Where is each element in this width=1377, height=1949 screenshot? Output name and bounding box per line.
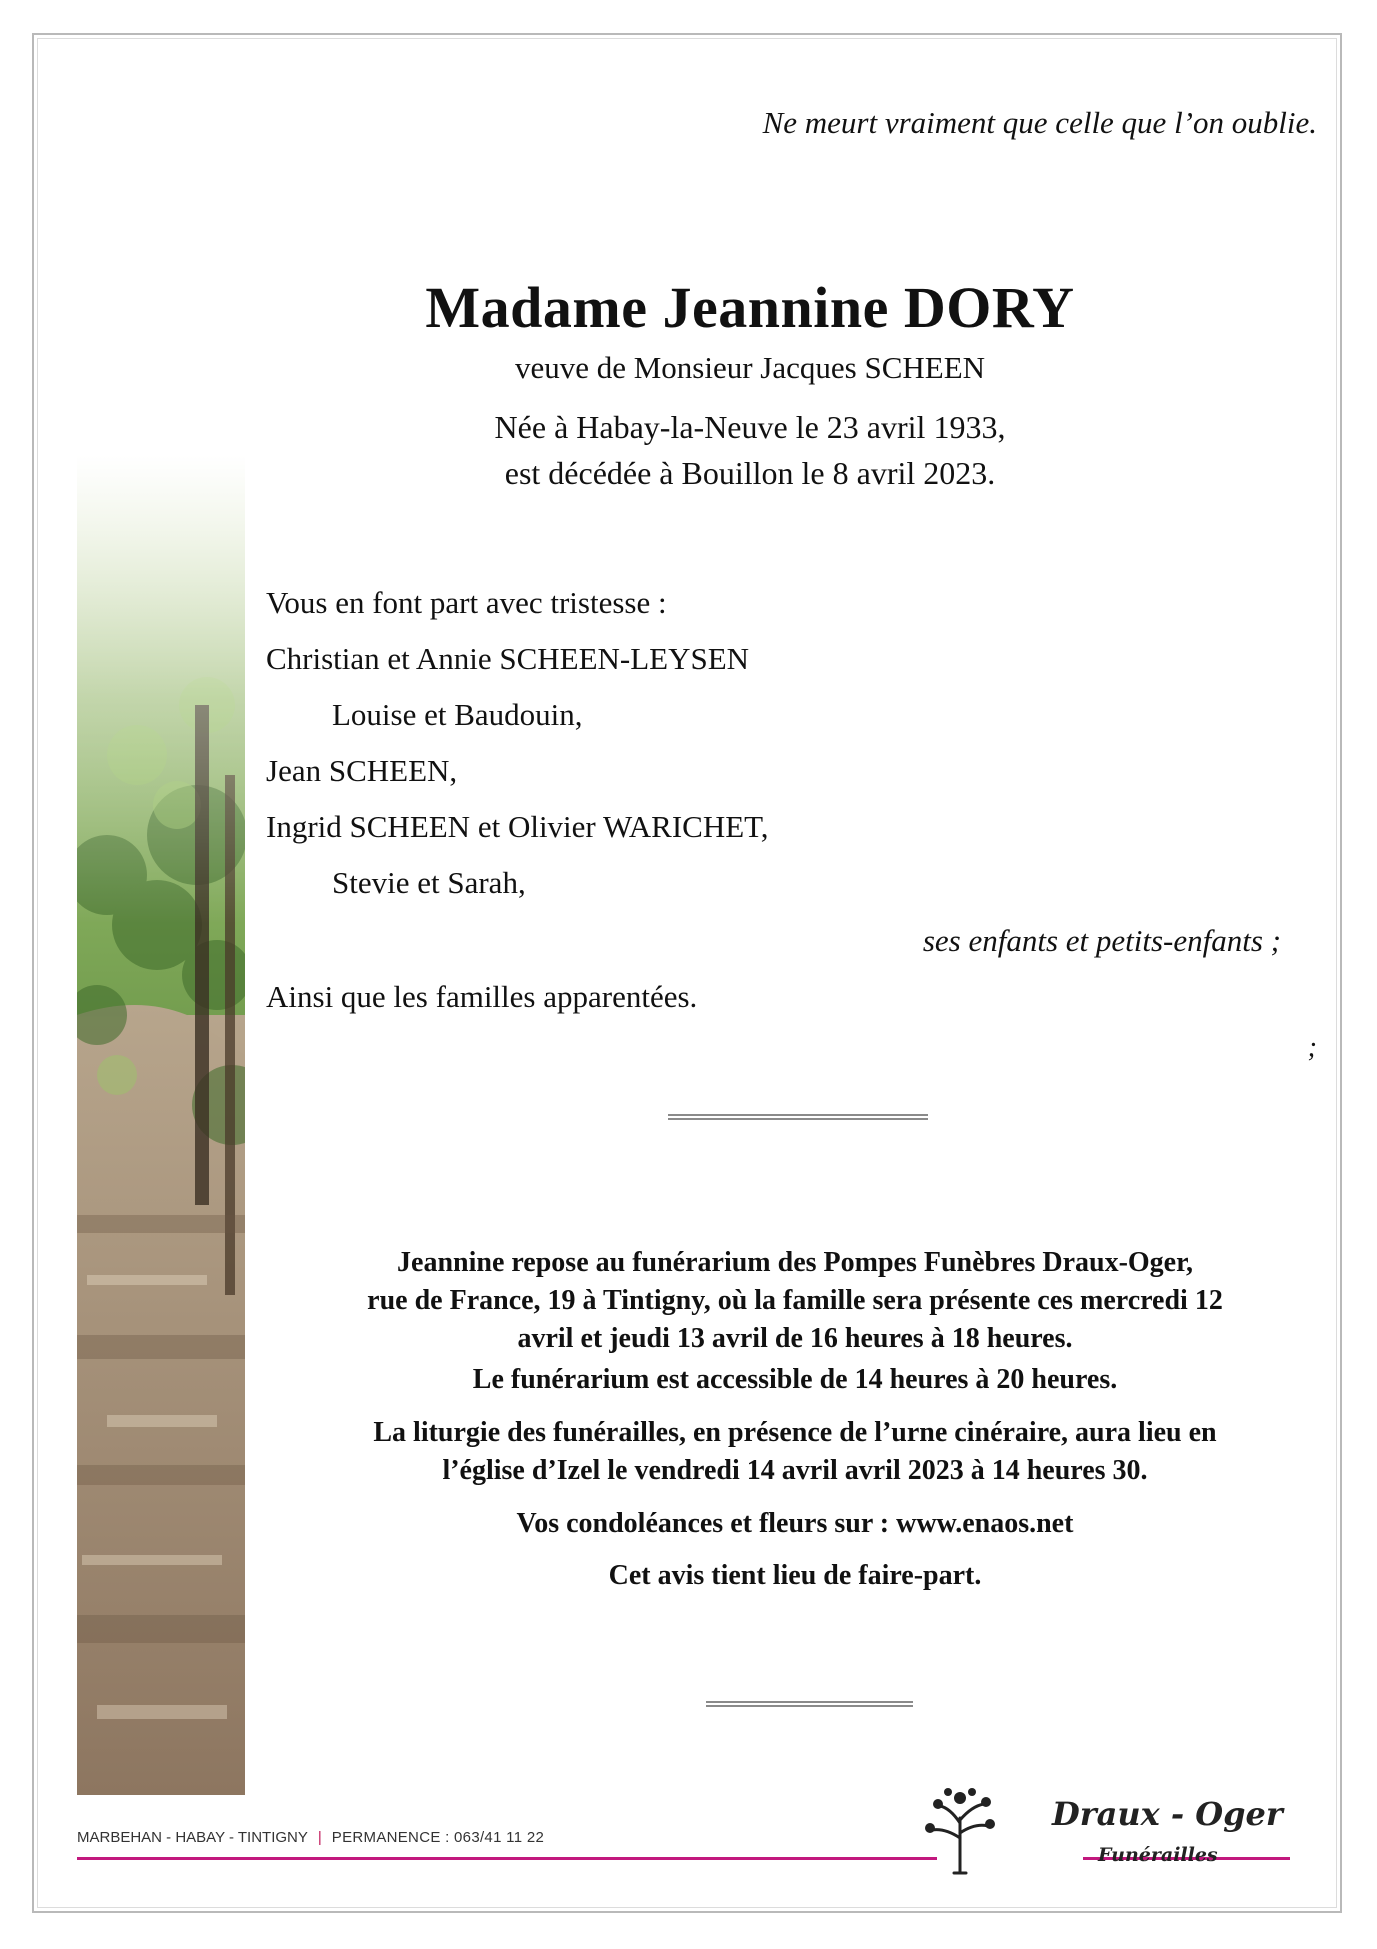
visitation-line: rue de France, 19 à Tintigny, où la famille sera présente ces mercredi 12 xyxy=(367,1285,1223,1316)
forest-path-image xyxy=(77,455,245,1795)
notice-text: Cet avis tient lieu de faire-part. xyxy=(608,1560,982,1591)
footer-separator: | xyxy=(317,1829,322,1846)
liturgy-line: La liturgie des funérailles, en présence de l’urne cinéraire, aura lieu en xyxy=(373,1417,1217,1448)
footer-accent-line xyxy=(77,1857,937,1860)
stray-semicolon: ; xyxy=(1307,1032,1317,1063)
divider-double-line xyxy=(706,1701,913,1707)
widow-of: veuve de Monsieur Jacques SCHEEN xyxy=(514,350,986,385)
deceased-name: Madame Jeannine DORY xyxy=(425,275,1075,340)
divider-double-line xyxy=(668,1114,928,1120)
mourners-families: Ainsi que les familles apparentées. xyxy=(266,979,698,1014)
footer-permanence: PERMANENCE : 063/41 11 22 xyxy=(331,1829,545,1846)
liturgy-line: l’église d’Izel le vendredi 14 avril avril 2023 à 14 heures 30. xyxy=(442,1455,1148,1486)
mourner-line: Louise et Baudouin, xyxy=(332,697,583,732)
liturgy-block xyxy=(275,1414,1315,1490)
mourner-line: Christian et Annie SCHEEN-LEYSEN xyxy=(266,641,750,676)
footer-locations: MARBEHAN - HABAY - TINTIGNY xyxy=(77,1829,308,1846)
visitation-line: avril et jeudi 13 avril de 16 heures à 18 heures. xyxy=(517,1323,1073,1354)
mourners-role: ses enfants et petits-enfants ; xyxy=(922,923,1281,958)
epigraph: Ne meurt vraiment que celle que l’on oublie. xyxy=(762,105,1317,140)
condolences-text: Vos condoléances et fleurs sur : www.enaos.net xyxy=(516,1508,1074,1539)
footer-contact xyxy=(77,1829,544,1846)
mourner-line: Jean SCHEEN, xyxy=(266,753,458,788)
visitation-block xyxy=(275,1244,1315,1358)
birth-line: Née à Habay-la-Neuve le 23 avril 1933, xyxy=(494,409,1006,445)
tree-logo-icon xyxy=(910,1778,1010,1878)
mourner-line: Stevie et Sarah, xyxy=(332,865,526,900)
birth-death-block xyxy=(300,404,1200,496)
visitation-line: Jeannine repose au funérarium des Pompes Funèbres Draux-Oger, xyxy=(397,1247,1193,1278)
mourner-line: Ingrid SCHEEN et Olivier WARICHET, xyxy=(266,809,769,844)
mourners-intro: Vous en font part avec tristesse : xyxy=(266,585,667,620)
access-hours: Le funérarium est accessible de 14 heures à 20 heures. xyxy=(472,1364,1118,1395)
brand-subtitle: Funérailles xyxy=(1098,1844,1218,1866)
death-line: est décédée à Bouillon le 8 avril 2023. xyxy=(504,455,996,491)
brand-name: Draux - Oger xyxy=(1052,1795,1283,1833)
